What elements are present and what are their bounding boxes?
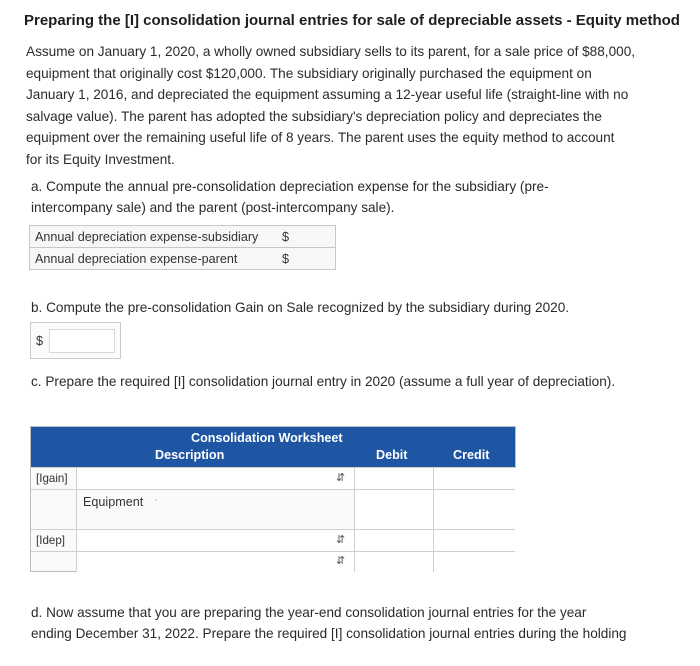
credit-input[interactable] [433, 490, 516, 530]
part-b-question: b. Compute the pre-consolidation Gain on Sale recognized by the subsidiary during 2020. [31, 300, 570, 315]
row-label: Annual depreciation expense-parent [35, 251, 238, 266]
credit-header: Credit [453, 448, 490, 462]
debit-header: Debit [376, 448, 408, 462]
part-a-question [31, 176, 681, 218]
problem-description [26, 41, 690, 170]
worksheet-row [31, 551, 515, 572]
depreciation-table [29, 225, 336, 270]
description-select[interactable] [76, 468, 355, 490]
consolidation-worksheet [30, 426, 516, 572]
part-d-question [31, 602, 691, 644]
part-d-line: ending December 31, 2022. Prepare the required [I] consolidation journal entries during the holding [31, 626, 627, 641]
worksheet-title: Consolidation Worksheet [191, 431, 343, 445]
paragraph-line: January 1, 2016, and depreciated the equipment assuming a 12-year useful life (straight-line with no [26, 87, 629, 102]
debit-input[interactable] [354, 468, 434, 490]
currency-symbol: $ [282, 251, 290, 266]
paragraph-line: equipment over the remaining useful life of 8 years. The parent uses the equity method to account [26, 130, 615, 145]
paragraph-line: for its Equity Investment. [26, 151, 175, 167]
part-a-line: a. Compute the annual pre-consolidation depreciation expense for the subsidiary (pre- [31, 179, 549, 194]
worksheet-row [31, 489, 515, 530]
select-stepper-icon: ⇵ [336, 555, 346, 567]
currency-symbol: $ [282, 229, 290, 244]
select-stepper-icon: ⇵ [336, 472, 346, 484]
row-label: Annual depreciation expense-subsidiary [35, 229, 259, 244]
description-text: Equipment [83, 495, 144, 509]
description-select[interactable] [76, 552, 355, 572]
credit-input[interactable] [433, 468, 516, 490]
worksheet-header [31, 427, 515, 467]
part-a-line: intercompany sale) and the parent (post-intercompany sale). [31, 200, 395, 215]
select-stepper-icon: ⇵ [336, 534, 346, 546]
paragraph-line: salvage value). The parent has adopted the subsidiary's depreciation policy and depreciates the [26, 108, 602, 124]
gain-on-sale-input[interactable] [49, 329, 115, 353]
debit-input[interactable] [354, 530, 434, 552]
debit-input[interactable] [354, 552, 434, 572]
credit-input[interactable] [433, 552, 516, 572]
paragraph-line: equipment that originally cost $120,000. The subsidiary originally purchased the equipment on [26, 65, 592, 81]
subsidiary-depreciation-input[interactable] [296, 226, 335, 247]
indent-marker-icon: · [154, 494, 158, 506]
page-title: Preparing the [I] consolidation journal entries for sale of depreciable assets - Equity method [24, 12, 680, 29]
paragraph-line: Assume on January 1, 2020, a wholly owned subsidiary sells to its parent, for a sale price of $88,000, [26, 44, 636, 59]
part-d-line: d. Now assume that you are preparing the year-end consolidation journal entries for the year [31, 605, 587, 620]
credit-input[interactable] [433, 530, 516, 552]
part-c-question: c. Prepare the required [I] consolidation journal entry in 2020 (assume a full year of depreciation). [31, 374, 616, 389]
row-tag: [Idep] [36, 534, 66, 547]
description-select[interactable] [76, 530, 355, 552]
row-tag: [Igain] [36, 472, 68, 485]
worksheet-row [31, 529, 515, 552]
debit-input[interactable] [354, 490, 434, 530]
description-header: Description [155, 448, 225, 462]
parent-depreciation-input[interactable] [296, 248, 335, 269]
gain-on-sale-box [30, 322, 121, 359]
currency-symbol: $ [36, 334, 44, 348]
depreciation-row-subsidiary [30, 226, 335, 248]
depreciation-row-parent [30, 248, 335, 269]
description-cell [76, 490, 355, 530]
worksheet-row [31, 467, 515, 490]
